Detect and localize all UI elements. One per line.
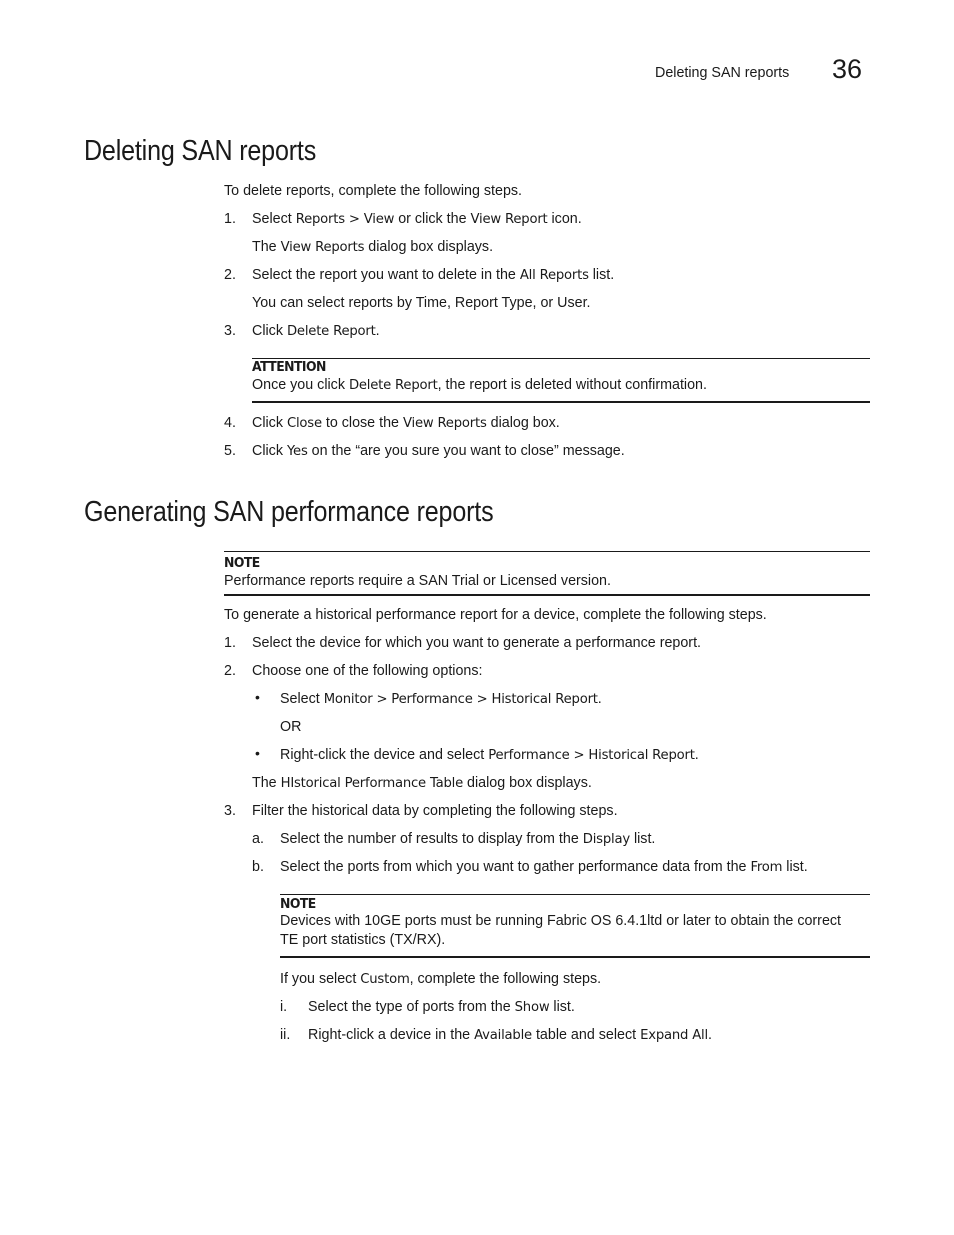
- step-text: Click Delete Report.: [252, 323, 380, 339]
- step-number: 4.: [224, 415, 236, 431]
- step-result: The HIstorical Performance Table dialog box displays.: [252, 775, 592, 791]
- ui-term: View Report: [470, 212, 548, 227]
- custom-paragraph: If you select Custom, complete the following steps.: [280, 971, 602, 987]
- substep-letter: a.: [252, 831, 264, 847]
- bullet-icon: •: [255, 745, 260, 761]
- step-text: Select the device for which you want to generate a performance report.: [252, 635, 702, 651]
- step-text: Click Yes on the “are you sure you want to close” message.: [252, 443, 625, 459]
- step-result: You can select reports by Time, Report Type, or User.: [252, 295, 591, 311]
- substep-text: Select the type of ports from the Show list.: [308, 999, 575, 1015]
- note-bottom-rule: [280, 956, 870, 958]
- section-heading-deleting: Deleting SAN reports: [84, 135, 317, 167]
- intro-paragraph: To delete reports, complete the following steps.: [224, 183, 523, 199]
- note-top-rule: [224, 551, 870, 552]
- intro-paragraph: To generate a historical performance report for a device, complete the following steps.: [224, 607, 767, 623]
- substep-text: Right-click a device in the Available table and select Expand All.: [308, 1027, 712, 1043]
- ui-term: View Reports: [280, 240, 365, 255]
- step-text: Filter the historical data by completing the following steps.: [252, 803, 618, 819]
- chapter-number: 36: [832, 54, 863, 84]
- step-number: 3.: [224, 803, 236, 819]
- substep-roman: ii.: [280, 1027, 291, 1043]
- substep-text: Select the number of results to display from the Display list.: [280, 831, 656, 847]
- step-text: Select Reports > View or click the View Report icon.: [252, 211, 582, 227]
- step-number: 1.: [224, 635, 236, 651]
- attention-top-rule: [252, 358, 870, 359]
- step-number: 1.: [224, 211, 236, 227]
- ui-term: Reports > View: [295, 212, 395, 227]
- step-number: 2.: [224, 267, 236, 283]
- note-bottom-rule: [224, 594, 870, 596]
- bullet-text: Select Monitor > Performance > Historical Report.: [280, 691, 602, 707]
- step-number: 2.: [224, 663, 236, 679]
- or-text: OR: [280, 719, 302, 735]
- ui-term: Expand All: [640, 1028, 708, 1043]
- ui-term: View Reports: [402, 416, 487, 431]
- ui-term: Custom: [360, 972, 410, 987]
- step-number: 5.: [224, 443, 236, 459]
- ui-term: HIstorical Performance Table: [280, 776, 464, 791]
- ui-term: Available: [474, 1028, 532, 1043]
- ui-term: Show: [514, 1000, 550, 1015]
- ui-term: All Reports: [519, 268, 589, 283]
- attention-text: Once you click Delete Report, the report is deleted without confirmation.: [252, 377, 707, 393]
- note-text-line1: Devices with 10GE ports must be running Fabric OS 6.4.1ltd or later to obtain the correct: [280, 913, 842, 929]
- note-label: NOTE: [224, 555, 260, 571]
- bullet-text: Right-click the device and select Performance > Historical Report.: [280, 747, 699, 763]
- running-header-title: Deleting SAN reports: [655, 65, 790, 81]
- ui-term: Display: [582, 832, 630, 847]
- attention-label: ATTENTION: [252, 359, 326, 375]
- step-text: Choose one of the following options:: [252, 663, 483, 679]
- ui-term: Close: [286, 416, 322, 431]
- step-text: Select the report you want to delete in the All Reports list.: [252, 267, 615, 283]
- step-number: 3.: [224, 323, 236, 339]
- section-heading-generating: Generating SAN performance reports: [84, 496, 494, 528]
- step-text: Click Close to close the View Reports dialog box.: [252, 415, 560, 431]
- ui-term: Performance > Historical Report: [488, 748, 695, 763]
- ui-term: Delete Report: [286, 324, 376, 339]
- ui-term: Delete Report: [348, 378, 438, 393]
- step-result: The View Reports dialog box displays.: [252, 239, 494, 255]
- note-top-rule: [280, 894, 870, 895]
- ui-term: Monitor > Performance > Historical Report: [323, 692, 598, 707]
- attention-bottom-rule: [252, 401, 870, 403]
- note-text-line2: TE port statistics (TX/RX).: [280, 932, 446, 948]
- note-text: Performance reports require a SAN Trial or Licensed version.: [224, 573, 611, 589]
- substep-letter: b.: [252, 859, 264, 875]
- bullet-icon: •: [255, 689, 260, 705]
- substep-roman: i.: [280, 999, 288, 1015]
- substep-text: Select the ports from which you want to gather performance data from the From list.: [280, 859, 808, 875]
- ui-term: From: [750, 860, 783, 875]
- note-label: NOTE: [280, 896, 316, 912]
- ui-term: Yes: [286, 444, 308, 459]
